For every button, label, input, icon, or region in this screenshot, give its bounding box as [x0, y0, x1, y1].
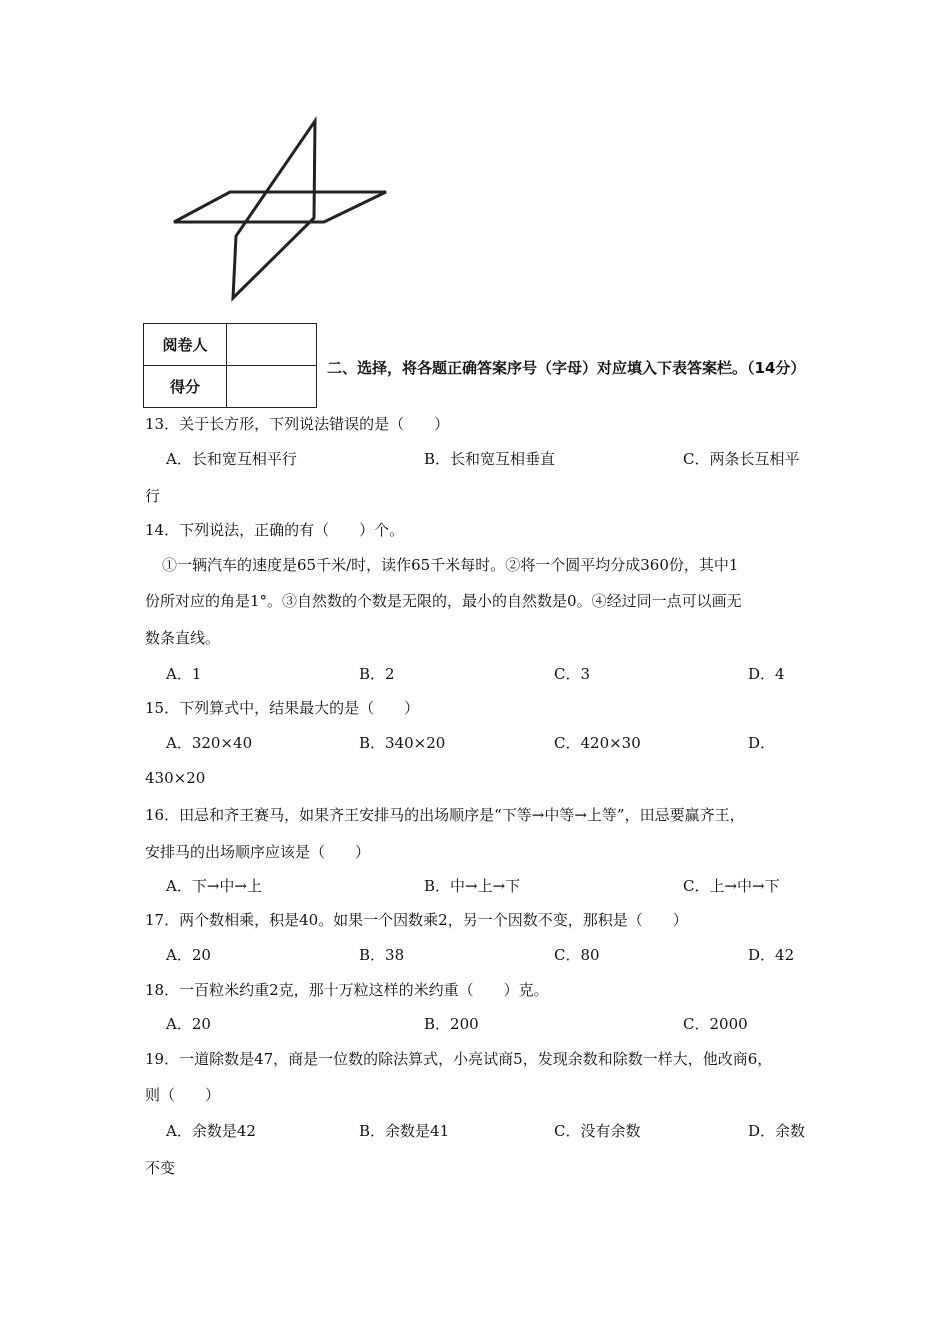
q13-option-c[interactable]: C．两条长互相平 [683, 450, 800, 468]
question-16-stem: 16．田忌和齐王赛马，如果齐王安排马的出场顺序是“下等→中等→上等”，田忌要赢齐王， [145, 806, 745, 824]
q19-option-c[interactable]: C．没有余数 [554, 1122, 641, 1140]
q17-option-d[interactable]: D．42 [748, 946, 795, 964]
q15-option-b[interactable]: B．340×20 [359, 734, 446, 752]
q19-option-a[interactable]: A．余数是42 [166, 1122, 256, 1140]
q16-option-c[interactable]: C．上→中→下 [683, 877, 780, 895]
q16-option-a[interactable]: A．下→中→上 [166, 877, 262, 895]
q14-option-c[interactable]: C．3 [554, 665, 591, 683]
q18-option-c[interactable]: C．2000 [683, 1015, 748, 1033]
section-title: 二、选择，将各题正确答案序号（字母）对应填入下表答案栏。（14分） [327, 359, 806, 377]
q19-option-d[interactable]: D．余数 [748, 1122, 806, 1140]
question-19-stem-line2: 则（ ） [145, 1086, 221, 1104]
q18-option-b[interactable]: B．200 [424, 1015, 479, 1033]
q17-option-c[interactable]: C．80 [554, 946, 600, 964]
q15-option-d[interactable]: D． [748, 734, 776, 752]
q19-option-d-wrap: 不变 [145, 1159, 176, 1177]
q13-option-a[interactable]: A．长和宽互相平行 [166, 450, 297, 468]
q14-option-a[interactable]: A．1 [166, 665, 202, 683]
horizontal-parallelogram [174, 192, 386, 222]
question-17-stem: 17．两个数相乘，积是40。如果一个因数乘2，另一个因数不变，那积是（ ） [145, 911, 688, 929]
question-18-stem: 18．一百粒米约重2克，那十万粒这样的米约重（ ）克。 [145, 981, 549, 999]
q19-option-b[interactable]: B．余数是41 [359, 1122, 450, 1140]
q15-option-d-wrap: 430×20 [145, 769, 206, 787]
q13-option-b[interactable]: B．长和宽互相垂直 [424, 450, 556, 468]
question-14-stem: 14．下列说法，正确的有（ ）个。 [145, 521, 405, 539]
q15-option-a[interactable]: A．320×40 [166, 734, 253, 752]
question-19-stem: 19．一道除数是47，商是一位数的除法算式，小亮试商5，发现余数和除数一样大，他改商6， [145, 1050, 773, 1068]
q14-option-b[interactable]: B．2 [359, 665, 395, 683]
q16-option-b[interactable]: B．中→上→下 [424, 877, 521, 895]
score-table [143, 323, 317, 408]
q13-option-c-wrap: 行 [145, 487, 161, 505]
vertical-parallelogram [233, 121, 315, 298]
question-15-stem: 15．下列算式中，结果最大的是（ ） [145, 699, 420, 717]
q14-body-line: 数条直线。 [145, 629, 221, 647]
question-16-stem-line2: 安排马的出场顺序应该是（ ） [145, 843, 371, 861]
q15-option-c[interactable]: C．420×30 [554, 734, 641, 752]
score-field[interactable] [227, 366, 317, 408]
q17-option-a[interactable]: A．20 [166, 946, 211, 964]
q18-option-a[interactable]: A．20 [166, 1015, 211, 1033]
reviewer-label: 阅卷人 [144, 324, 227, 366]
q14-body-line: ①一辆汽车的速度是65千米/时，读作65千米每时。②将一个圆平均分成360份，其中1 [162, 556, 739, 574]
intersecting-planes-figure [160, 110, 400, 310]
q14-body-line: 份所对应的角是1°。③自然数的个数是无限的，最小的自然数是0。④经过同一点可以画无 [145, 592, 742, 610]
q14-option-d[interactable]: D．4 [748, 665, 785, 683]
q17-option-b[interactable]: B．38 [359, 946, 405, 964]
reviewer-field[interactable] [227, 324, 317, 366]
score-label: 得分 [144, 366, 227, 408]
question-13-stem: 13．关于长方形，下列说法错误的是（ ） [145, 415, 450, 433]
